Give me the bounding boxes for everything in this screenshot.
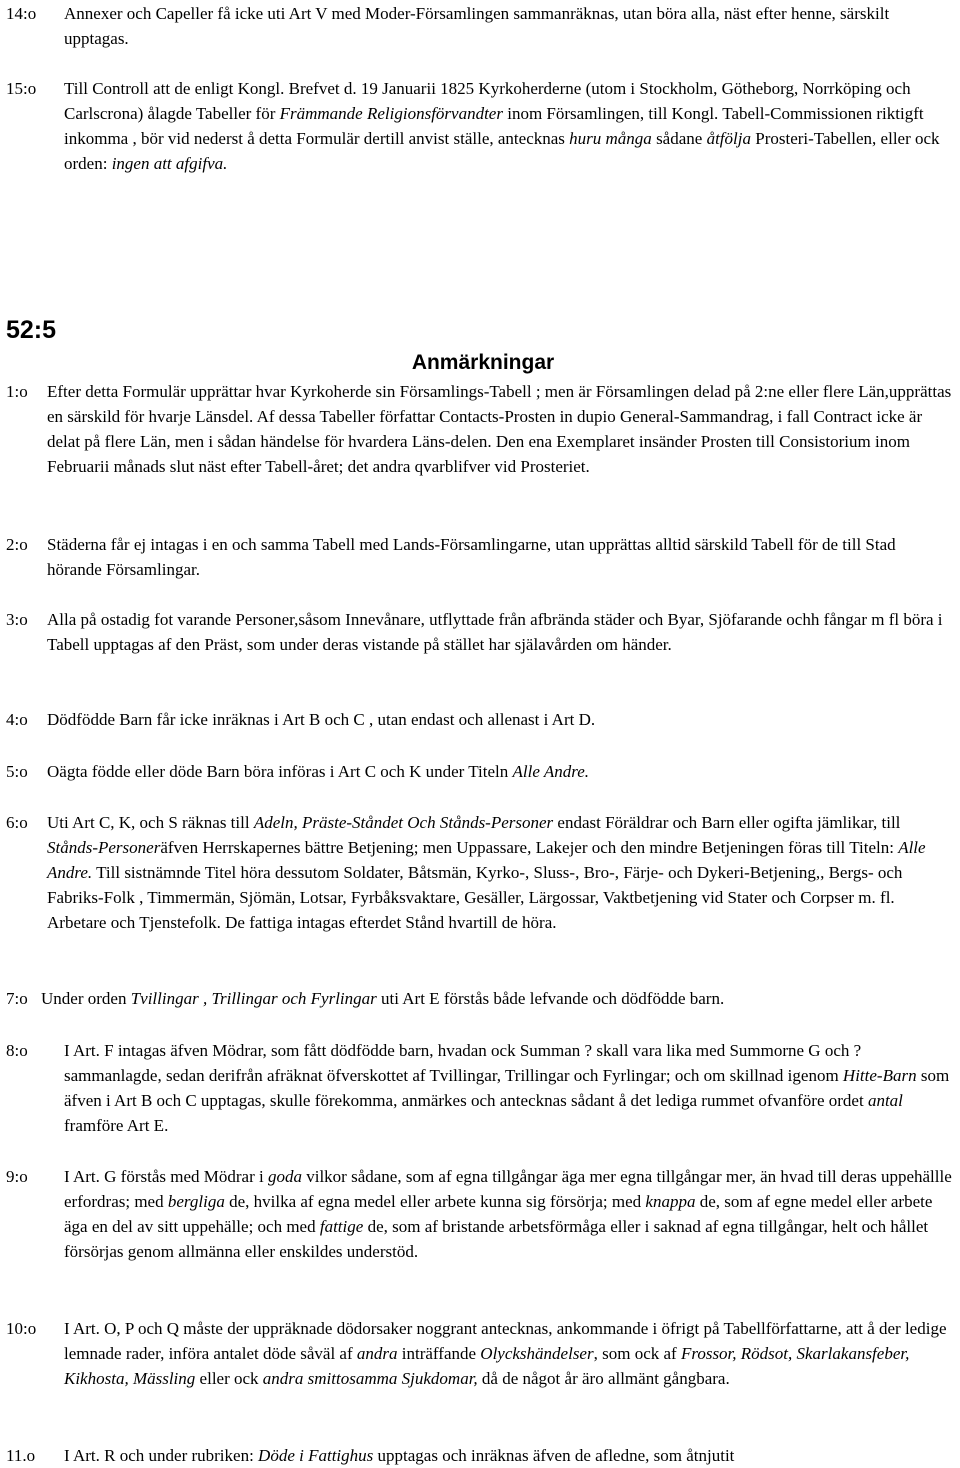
note-10: [6, 1316, 954, 1391]
text-run: Prosteri-Tabellen, eller ock orden:: [64, 129, 940, 173]
note-text: [47, 607, 954, 657]
note-1: [6, 379, 954, 479]
italic-text: Frossor, Rödsot, Skarlakansfeber, Kikhosta, Mässling: [64, 1344, 910, 1388]
note-text: [47, 532, 954, 582]
italic-text: ingen att afgifva.: [111, 154, 228, 173]
italic-text: fattige: [319, 1217, 364, 1236]
text-run: Dödfödde Barn får icke inräknas i Art B och C , utan endast och allenast i Art D.: [47, 710, 596, 729]
note-number: 5:o: [6, 762, 28, 781]
text-run: I Art. G förstås med Mödrar i: [64, 1167, 268, 1186]
note-text: [47, 379, 954, 479]
italic-text: Främmande Religionsförvandter: [279, 104, 503, 123]
italic-text: Alle Andre.: [47, 838, 926, 882]
text-run: de, hvilka af egna medel eller arbete kunna sig försörja; med: [224, 1192, 646, 1211]
note-8: [6, 1038, 954, 1138]
note-2: [6, 532, 954, 582]
note-7: [6, 986, 954, 1011]
italic-text: antal: [867, 1091, 903, 1110]
section-number: 52:5: [6, 316, 57, 344]
italic-text: Alle Andre.: [512, 762, 589, 781]
top-item-14: [6, 1, 954, 51]
text-run: Städerna får ej intagas i en och samma Tabell med Lands-Församlingarne, utan upprättas alltid särskild Tabell för de till Stad hörande Församlingar.: [47, 535, 896, 579]
text-run: de, som af egne medel eller arbete äga en del av sitt uppehälle; och med: [64, 1192, 933, 1236]
note-text: [64, 1316, 954, 1391]
italic-text: knappa: [645, 1192, 696, 1211]
text-run: sådane: [651, 129, 707, 148]
item-number: 15:o: [6, 79, 37, 98]
note-text: [64, 1164, 954, 1264]
text-run: då de något år äro allmänt gångbara.: [477, 1369, 730, 1388]
note-number: 8:o: [6, 1041, 28, 1060]
note-text: [41, 986, 954, 1011]
text-run: I Art. O, P och Q måste der uppräknade dödorsaker noggrant antecknas, ankommande i öfrigt på Tabellförfattarne, att å der ledige lemnade rader, införa antalet döde såväl af: [64, 1319, 947, 1363]
note-number: 11.o: [6, 1446, 36, 1465]
text-run: upptagas och inräknas äfven de afledne, som åtnjutit: [373, 1446, 735, 1465]
note-6: [6, 810, 954, 935]
text-run: framföre Art E.: [64, 1116, 169, 1135]
item-number: 14:o: [6, 4, 37, 23]
note-11: [6, 1443, 954, 1468]
note-9: [6, 1164, 954, 1264]
italic-text: goda: [267, 1167, 302, 1186]
note-text: [47, 707, 954, 732]
italic-text: Stånds-Personer: [47, 838, 161, 857]
italic-text: andra smittosamma Sjukdomar,: [262, 1369, 478, 1388]
note-5: [6, 759, 954, 784]
note-text: [64, 1038, 954, 1138]
text-run: I Art. R och under rubriken:: [64, 1446, 259, 1465]
text-run: Till Controll att de enligt Kongl. Brefvet d. 19 Januarii 1825 Kyrkoherderne (utom i Stockholm, Götheborg, Norrköping och Carlscrona) ålagde Tabeller för: [64, 79, 911, 123]
text-run: eller ock: [195, 1369, 263, 1388]
text-run: uti Art E förstås både lefvande och dödfödde barn.: [376, 989, 725, 1008]
item-text: [64, 76, 954, 176]
text-run: I Art. F intagas äfven Mödrar, som fått dödfödde barn, hvadan ock Summan ? skall vara lika med Summorne G och ? sammanlagde, sedan derifrån afräknat öfverskottet af Tvillingar, Trillingar och Fyrlingar; och om skillnad igenom: [64, 1041, 862, 1085]
text-run: inom Församlingen, till Kongl. Tabell-Commissionen riktigft inkomma , bör vid nederst å detta Formulär dertill anvist ställe, antecknas: [64, 104, 924, 148]
text-run: Under orden: [41, 989, 131, 1008]
text-run: Annexer och Capeller få icke uti Art V med Moder-Församlingen sammanräknas, utan böra alla, näst efter henne, särskilt upptagas.: [64, 4, 890, 48]
text-run: de, som af bristande arbetsförmåga eller i saknad af egna tillgångar, helt och hållet försörjas genom allmänna eller enskildes understöd.: [64, 1217, 929, 1261]
italic-text: Döde i Fattighus: [258, 1446, 374, 1465]
note-text: [64, 1443, 954, 1468]
note-4: [6, 707, 954, 732]
text-run: Oägta födde eller döde Barn böra införas i Art C och K under Titeln: [47, 762, 513, 781]
italic-text: bergliga: [167, 1192, 225, 1211]
italic-text: andra: [356, 1344, 398, 1363]
item-text: [64, 1, 954, 51]
note-text: [47, 759, 954, 784]
note-3: [6, 607, 954, 657]
text-run: vilkor sådane, som af egna tillgångar äga mer egna tillgångar mer, än hvad till deras uppehällle erfordras; med: [64, 1167, 952, 1211]
section-title: Anmärkningar: [411, 351, 555, 374]
note-number: 4:o: [6, 710, 28, 729]
text-run: inträffande: [397, 1344, 481, 1363]
italic-text: Hitte-Barn: [842, 1066, 917, 1085]
note-text: [47, 810, 954, 935]
note-number: 7:o: [6, 989, 28, 1008]
note-number: 6:o: [6, 813, 28, 832]
text-run: Uti Art C, K, och S räknas till: [47, 813, 254, 832]
top-item-15: [6, 76, 954, 176]
italic-text: åtfölja: [706, 129, 751, 148]
text-run: som äfven i Art B och C upptagas, skulle förekomma, anmärkes och antecknas sådant å det lediga rummet ofvanföre ordet: [64, 1066, 950, 1110]
text-run: , som ock af: [593, 1344, 681, 1363]
italic-text: Olyckshändelser: [480, 1344, 594, 1363]
italic-text: Tvillingar , Trillingar och Fyrlingar: [130, 989, 377, 1008]
text-run: Till sistnämnde Titel höra dessutom Soldater, Båtsmän, Kyrko-, Sluss-, Bro-, Färje- och Dykeri-Betjening,, Bergs- och Fabriks-Folk , Timmermän, Sjömän, Lotsar, Fyrbåksvaktare, Gesäller, Lärgossar, Vaktbetjening vid Stater och Corpser m. fl. Arbetare och Tjenstefolk. De fattiga intagas efterdet Stånd hvartill de höra.: [47, 863, 903, 932]
text-run: Efter detta Formulär upprättar hvar Kyrkoherde sin Församlings-Tabell ; men är Församlingen delad på 2:ne eller flere Län,upprättas en särskild för hvarje Länsdel. Af dessa Tabeller författar Contacts-Prosten in dupio General-Sammandrag, i fall Contract icke är delat på flere Län, men i sådan händelse för hvardera Läns-delen. Den ena Exemplaret insänder Prosten till Consistorium inom Februarii månads slut näst efter Tabell-året; det andra qvarblifver vid Prosteriet.: [47, 382, 952, 476]
text-run: endast Föräldrar och Barn eller ogifta jämlikar, till: [553, 813, 901, 832]
note-number: 10:o: [6, 1319, 37, 1338]
italic-text: Adeln, Präste-Ståndet Och Stånds-Personer: [253, 813, 554, 832]
italic-text: huru många: [569, 129, 652, 148]
text-run: äfven Herrskapernes bättre Betjening; men Uppassare, Lakejer och den mindre Betjeningen föras till Titeln:: [160, 838, 899, 857]
note-number: 1:o: [6, 382, 28, 401]
text-run: Alla på ostadig fot varande Personer,såsom Innevånare, utflyttade från afbrända städer och Byar, Sjöfarande ochh fångar m fl böra i Tabell upptagas af den Präst, som under deras vistande på stället har själavården om händer.: [47, 610, 943, 654]
note-number: 2:o: [6, 535, 28, 554]
note-number: 9:o: [6, 1167, 28, 1186]
note-number: 3:o: [6, 610, 28, 629]
